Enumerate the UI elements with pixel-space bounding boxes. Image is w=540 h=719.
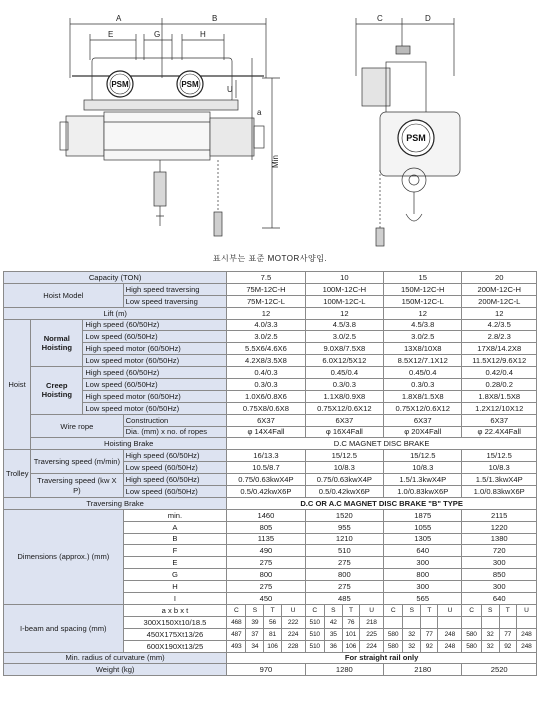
ibeam-col-t: T: [499, 604, 516, 616]
normal-ls-value: 3.0/2.5: [384, 331, 462, 343]
ibeam-col-s: S: [403, 604, 421, 616]
svg-text:PSM: PSM: [406, 133, 426, 143]
abt-label: a x b x t: [123, 604, 227, 616]
normal-ls-motor-value: 6.0X12/5X12: [305, 355, 383, 367]
ibeam-col-t: T: [342, 604, 359, 616]
normal-ls-value: 2.8/2.3: [462, 331, 537, 343]
ibeam-value: 580: [462, 628, 481, 640]
ibeam-value: 32: [481, 628, 499, 640]
low-speed-label: Low speed (60/50Hz): [83, 379, 227, 391]
dim-value: 1055: [384, 521, 462, 533]
dia-value: φ 14X4Fall: [227, 426, 305, 438]
dim-g-label: G: [154, 30, 161, 39]
lift-label: Lift (m): [4, 307, 227, 319]
trav-power-high-value: 0.75/0.63kwX4P: [305, 474, 383, 486]
trav-brake-label: Traversing Brake: [4, 497, 227, 509]
creep-ls-motor-value: 0.75X12/0.6X12: [384, 402, 462, 414]
row-normal-hs: [4, 319, 537, 331]
dim-value: 1135: [227, 533, 305, 545]
ibeam-value: 510: [305, 628, 324, 640]
capacity-label: Capacity (TON): [4, 272, 227, 284]
row-normal-hs-motor: [4, 343, 537, 355]
spec-table: [3, 271, 537, 676]
dim-u-label: U: [227, 85, 233, 94]
ibeam-value: 39: [246, 616, 264, 628]
dim-value: 1875: [384, 509, 462, 521]
normal-hoisting-label: Normal Hoisting: [31, 319, 83, 367]
dia-value: φ 16X4Fall: [305, 426, 383, 438]
trav-power-high-value: 1.5/1.3kwX4P: [384, 474, 462, 486]
trav-speed-high-value: 15/12.5: [305, 450, 383, 462]
dim-value: 275: [305, 581, 383, 593]
ibeam-value: 580: [462, 640, 481, 652]
low-traversing-label: Low speed traversing: [123, 295, 227, 307]
ibeam-col-c: C: [227, 604, 246, 616]
ibeam-value: [384, 616, 403, 628]
dim-value: 300: [384, 557, 462, 569]
creep-hs-value: 0.45/0.4: [305, 367, 383, 379]
ibeam-value: 32: [481, 640, 499, 652]
row-creep-hs-motor: [4, 390, 537, 402]
psm-plate-side: [398, 120, 434, 156]
lift-value: 12: [462, 307, 537, 319]
dim-value: 2115: [462, 509, 537, 521]
dim-row-label: B: [123, 533, 227, 545]
trav-power-low-value: 1.0/0.83kwX6P: [384, 486, 462, 498]
ibeam-value: 37: [246, 628, 264, 640]
dim-value: 1380: [462, 533, 537, 545]
dim-value: 800: [384, 569, 462, 581]
low-speed-label: Low speed (60/50Hz): [123, 486, 227, 498]
row-trav-power-high: [4, 474, 537, 486]
normal-hs-motor-value: 17X8/14.2X8: [462, 343, 537, 355]
creep-hs-motor-value: 1.0X6/0.8X6: [227, 390, 305, 402]
normal-ls-value: 3.0/2.5: [305, 331, 383, 343]
construction-value: 6X37: [462, 414, 537, 426]
ibeam-value: 580: [384, 640, 403, 652]
ibeam-col-u: U: [438, 604, 462, 616]
dim-value: 1305: [384, 533, 462, 545]
ibeam-value: 106: [342, 640, 359, 652]
high-speed-motor-label: High speed motor (60/50Hz): [83, 390, 227, 402]
ibeam-value: 224: [281, 628, 305, 640]
ibeam-value: 510: [305, 616, 324, 628]
weight-value: 970: [227, 664, 305, 676]
row-abt: [4, 604, 537, 616]
ibeam-value: 493: [227, 640, 246, 652]
ibeam-value: 76: [342, 616, 359, 628]
high-speed-label: High speed (60/50Hz): [123, 474, 227, 486]
creep-ls-value: 0.3/0.3: [305, 379, 383, 391]
capacity-value: 10: [305, 272, 383, 284]
ibeam-value: [403, 616, 421, 628]
dim-value: 1220: [462, 521, 537, 533]
hoist-group-label: Hoist: [4, 319, 31, 450]
lift-value: 12: [227, 307, 305, 319]
dim-value: 490: [227, 545, 305, 557]
ibeam-value: 106: [264, 640, 281, 652]
trav-power-low-value: 0.5/0.42kwX6P: [305, 486, 383, 498]
capacity-value: 15: [384, 272, 462, 284]
ibeam-value: 248: [438, 628, 462, 640]
trav-power-label: Traversing speed (kw X P): [31, 474, 124, 498]
normal-hs-motor-value: 13X8/10X8: [384, 343, 462, 355]
ibeam-value: 56: [264, 616, 281, 628]
ibeam-value: [462, 616, 481, 628]
creep-hs-motor-value: 1.1X8/0.9X8: [305, 390, 383, 402]
creep-ls-value: 0.3/0.3: [384, 379, 462, 391]
weight-value: 1280: [305, 664, 383, 676]
ibeam-value: [516, 616, 536, 628]
normal-hs-value: 4.5/3.8: [305, 319, 383, 331]
ibeam-value: 92: [499, 640, 516, 652]
trav-speed-high-value: 15/12.5: [462, 450, 537, 462]
dim-value: 800: [305, 569, 383, 581]
dim-value: 300: [462, 557, 537, 569]
trav-brake-value: D.C OR A.C MAGNET DISC BRAKE "B" TYPE: [227, 497, 537, 509]
row-lift: [4, 307, 537, 319]
creep-hs-motor-value: 1.8X8/1.5X8: [384, 390, 462, 402]
model-low-value: 150M-12C-L: [384, 295, 462, 307]
high-traversing-label: High speed traversing: [123, 283, 227, 295]
high-speed-label: High speed (60/50Hz): [123, 450, 227, 462]
dim-value: 720: [462, 545, 537, 557]
ibeam-col-t: T: [264, 604, 281, 616]
dim-a-label: A: [116, 14, 122, 23]
ibeam-value: [438, 616, 462, 628]
trav-power-high-value: 0.75/0.63kwX4P: [227, 474, 305, 486]
creep-hoisting-label: Creep Hoisting: [31, 367, 83, 415]
row-min-radius: [4, 652, 537, 664]
ibeam-value: 218: [359, 616, 383, 628]
creep-hs-value: 0.42/0.4: [462, 367, 537, 379]
creep-ls-motor-value: 1.2X12/10X12: [462, 402, 537, 414]
dim-value: 850: [462, 569, 537, 581]
normal-hs-value: 4.5/3.8: [384, 319, 462, 331]
low-speed-motor-label: Low speed motor (60/50Hz): [83, 355, 227, 367]
dim-value: 1210: [305, 533, 383, 545]
dim-value: 450: [227, 593, 305, 605]
construction-value: 6X37: [227, 414, 305, 426]
standard-motor-note: 표시부는 표준 MOTOR사양임.: [212, 254, 328, 263]
dim-value: 275: [227, 581, 305, 593]
dim-min-label: Min: [271, 155, 280, 168]
dim-e-label: E: [108, 30, 114, 39]
dia-value: φ 20X4Fall: [384, 426, 462, 438]
ibeam-value: 580: [384, 628, 403, 640]
creep-hs-motor-value: 1.8X8/1.5X8: [462, 390, 537, 402]
trav-power-high-value: 1.5/1.3kwX4P: [462, 474, 537, 486]
ibeam-size-label: 600X190Xt13/25: [123, 640, 227, 652]
dim-value: 800: [227, 569, 305, 581]
ibeam-col-c: C: [462, 604, 481, 616]
ibeam-value: 248: [516, 640, 536, 652]
dim-value: 805: [227, 521, 305, 533]
lift-value: 12: [384, 307, 462, 319]
min-radius-label: Min. radius of curvature (mm): [4, 652, 227, 664]
dim-value: 565: [384, 593, 462, 605]
row-dim: [4, 509, 537, 521]
dim-b-label: B: [212, 14, 218, 23]
psm-plate-middle: [177, 71, 203, 97]
dim-value: 955: [305, 521, 383, 533]
weight-label: Weight (kg): [4, 664, 227, 676]
low-speed-label: Low speed (60/50Hz): [83, 331, 227, 343]
ibeam-value: 228: [281, 640, 305, 652]
normal-hs-motor-value: 5.5X6/4.6X6: [227, 343, 305, 355]
model-high-value: 100M-12C-H: [305, 283, 383, 295]
wire-rope-label: Wire rope: [31, 414, 124, 438]
trav-speed-high-value: 16/13.3: [227, 450, 305, 462]
dia-label: Dia. (mm) x no. of ropes: [123, 426, 227, 438]
svg-text:PSM: PSM: [111, 80, 129, 89]
ibeam-value: 92: [421, 640, 438, 652]
dim-value: 510: [305, 545, 383, 557]
row-creep-hs: [4, 367, 537, 379]
row-hoisting-brake: [4, 438, 537, 450]
row-construction: [4, 414, 537, 426]
ibeam-col-s: S: [481, 604, 499, 616]
creep-ls-value: 0.3/0.3: [227, 379, 305, 391]
ibeam-col-u: U: [281, 604, 305, 616]
ibeam-value: 81: [264, 628, 281, 640]
ibeam-value: 32: [403, 640, 421, 652]
ibeam-col-s: S: [246, 604, 264, 616]
hoisting-brake-value: D.C MAGNET DISC BRAKE: [227, 438, 537, 450]
model-low-value: 75M-12C-L: [227, 295, 305, 307]
model-high-value: 150M-12C-H: [384, 283, 462, 295]
row-capacity: [4, 272, 537, 284]
construction-value: 6X37: [384, 414, 462, 426]
ibeam-value: 222: [281, 616, 305, 628]
dim-value: 1460: [227, 509, 305, 521]
dim-h-label: H: [200, 30, 206, 39]
trav-power-low-value: 1.0/0.83kwX6P: [462, 486, 537, 498]
dim-row-label: E: [123, 557, 227, 569]
dim-value: 640: [384, 545, 462, 557]
dim-a-small-label: a: [257, 108, 262, 117]
weight-value: 2180: [384, 664, 462, 676]
high-speed-label: High speed (60/50Hz): [83, 319, 227, 331]
trav-speed-low-value: 10/8.3: [384, 462, 462, 474]
ibeam-value: 101: [342, 628, 359, 640]
model-high-value: 75M-12C-H: [227, 283, 305, 295]
normal-ls-value: 3.0/2.5: [227, 331, 305, 343]
psm-plate-left: [107, 71, 133, 97]
dim-d-label: D: [425, 14, 431, 23]
construction-label: Construction: [123, 414, 227, 426]
model-high-value: 200M-12C-H: [462, 283, 537, 295]
dia-value: φ 22.4X4Fall: [462, 426, 537, 438]
row-trav-speed-high: [4, 450, 537, 462]
dim-value: 485: [305, 593, 383, 605]
ibeam-value: 77: [421, 628, 438, 640]
dim-value: 640: [462, 593, 537, 605]
row-normal-ls-motor: [4, 355, 537, 367]
weight-value: 2520: [462, 664, 537, 676]
dim-value: 275: [305, 557, 383, 569]
trav-speed-label: Traversing speed (m/min): [31, 450, 124, 474]
dim-row-label: A: [123, 521, 227, 533]
ibeam-col-c: C: [305, 604, 324, 616]
dim-value: 300: [462, 581, 537, 593]
trav-speed-high-value: 15/12.5: [384, 450, 462, 462]
dim-value: 1520: [305, 509, 383, 521]
lift-value: 12: [305, 307, 383, 319]
creep-ls-motor-value: 0.75X12/0.6X12: [305, 402, 383, 414]
ibeam-col-u: U: [359, 604, 383, 616]
ibeam-value: 487: [227, 628, 246, 640]
normal-ls-motor-value: 8.5X12/7.1X12: [384, 355, 462, 367]
capacity-value: 7.5: [227, 272, 305, 284]
row-creep-ls: [4, 379, 537, 391]
normal-ls-motor-value: 4.2X8/3.5X8: [227, 355, 305, 367]
ibeam-value: 224: [359, 640, 383, 652]
ibeam-value: 36: [324, 640, 342, 652]
dimensions-label: Dimensions (approx.) (mm): [4, 509, 124, 604]
ibeam-col-c: C: [384, 604, 403, 616]
construction-value: 6X37: [305, 414, 383, 426]
ibeam-size-label: 300X150Xt10/18.5: [123, 616, 227, 628]
ibeam-col-u: U: [516, 604, 536, 616]
normal-hs-motor-value: 9.0X8/7.5X8: [305, 343, 383, 355]
low-speed-label: Low speed (60/50Hz): [123, 462, 227, 474]
row-creep-ls-motor: [4, 402, 537, 414]
dim-row-label: min.: [123, 509, 227, 521]
creep-ls-value: 0.28/0.2: [462, 379, 537, 391]
ibeam-value: 42: [324, 616, 342, 628]
dim-row-label: I: [123, 593, 227, 605]
dim-c-label: C: [377, 14, 383, 23]
ibeam-value: 248: [516, 628, 536, 640]
hoist-model-label: Hoist Model: [4, 283, 124, 307]
normal-hs-value: 4.0/3.3: [227, 319, 305, 331]
ibeam-value: 225: [359, 628, 383, 640]
trav-power-low-value: 0.5/0.42kwX6P: [227, 486, 305, 498]
trav-speed-low-value: 10/8.3: [305, 462, 383, 474]
dim-row-label: G: [123, 569, 227, 581]
high-speed-motor-label: High speed motor (60/50Hz): [83, 343, 227, 355]
high-speed-label: High speed (60/50Hz): [83, 367, 227, 379]
hoist-technical-drawing: [0, 0, 540, 252]
dim-value: 300: [384, 581, 462, 593]
hoisting-brake-label: Hoisting Brake: [31, 438, 227, 450]
ibeam-col-t: T: [421, 604, 438, 616]
trav-speed-low-value: 10/8.3: [462, 462, 537, 474]
row-model-high: [4, 283, 537, 295]
normal-hs-value: 4.2/3.5: [462, 319, 537, 331]
ibeam-size-label: 450X175Xt13/26: [123, 628, 227, 640]
ibeam-col-s: S: [324, 604, 342, 616]
trolley-group-label: Trolley: [4, 450, 31, 498]
row-trav-brake: [4, 497, 537, 509]
ibeam-value: 35: [324, 628, 342, 640]
creep-hs-value: 0.45/0.4: [384, 367, 462, 379]
ibeam-value: 248: [438, 640, 462, 652]
dim-row-label: F: [123, 545, 227, 557]
ibeam-value: 32: [403, 628, 421, 640]
dim-value: 275: [227, 557, 305, 569]
ibeam-label: I-beam and spacing (mm): [4, 604, 124, 652]
ibeam-value: [481, 616, 499, 628]
ibeam-value: [421, 616, 438, 628]
min-radius-value: For straight rail only: [227, 652, 537, 664]
ibeam-value: 468: [227, 616, 246, 628]
normal-ls-motor-value: 11.5X12/9.6X12: [462, 355, 537, 367]
row-weight: [4, 664, 537, 676]
model-low-value: 200M-12C-L: [462, 295, 537, 307]
ibeam-value: 77: [499, 628, 516, 640]
model-low-value: 100M-12C-L: [305, 295, 383, 307]
ibeam-value: 34: [246, 640, 264, 652]
row-normal-ls: [4, 331, 537, 343]
dim-row-label: H: [123, 581, 227, 593]
capacity-value: 20: [462, 272, 537, 284]
ibeam-value: [499, 616, 516, 628]
ibeam-value: 510: [305, 640, 324, 652]
trav-speed-low-value: 10.5/8.7: [227, 462, 305, 474]
svg-text:PSM: PSM: [181, 80, 199, 89]
creep-hs-value: 0.4/0.3: [227, 367, 305, 379]
creep-ls-motor-value: 0.75X8/0.6X8: [227, 402, 305, 414]
low-speed-motor-label: Low speed motor (60/50Hz): [83, 402, 227, 414]
